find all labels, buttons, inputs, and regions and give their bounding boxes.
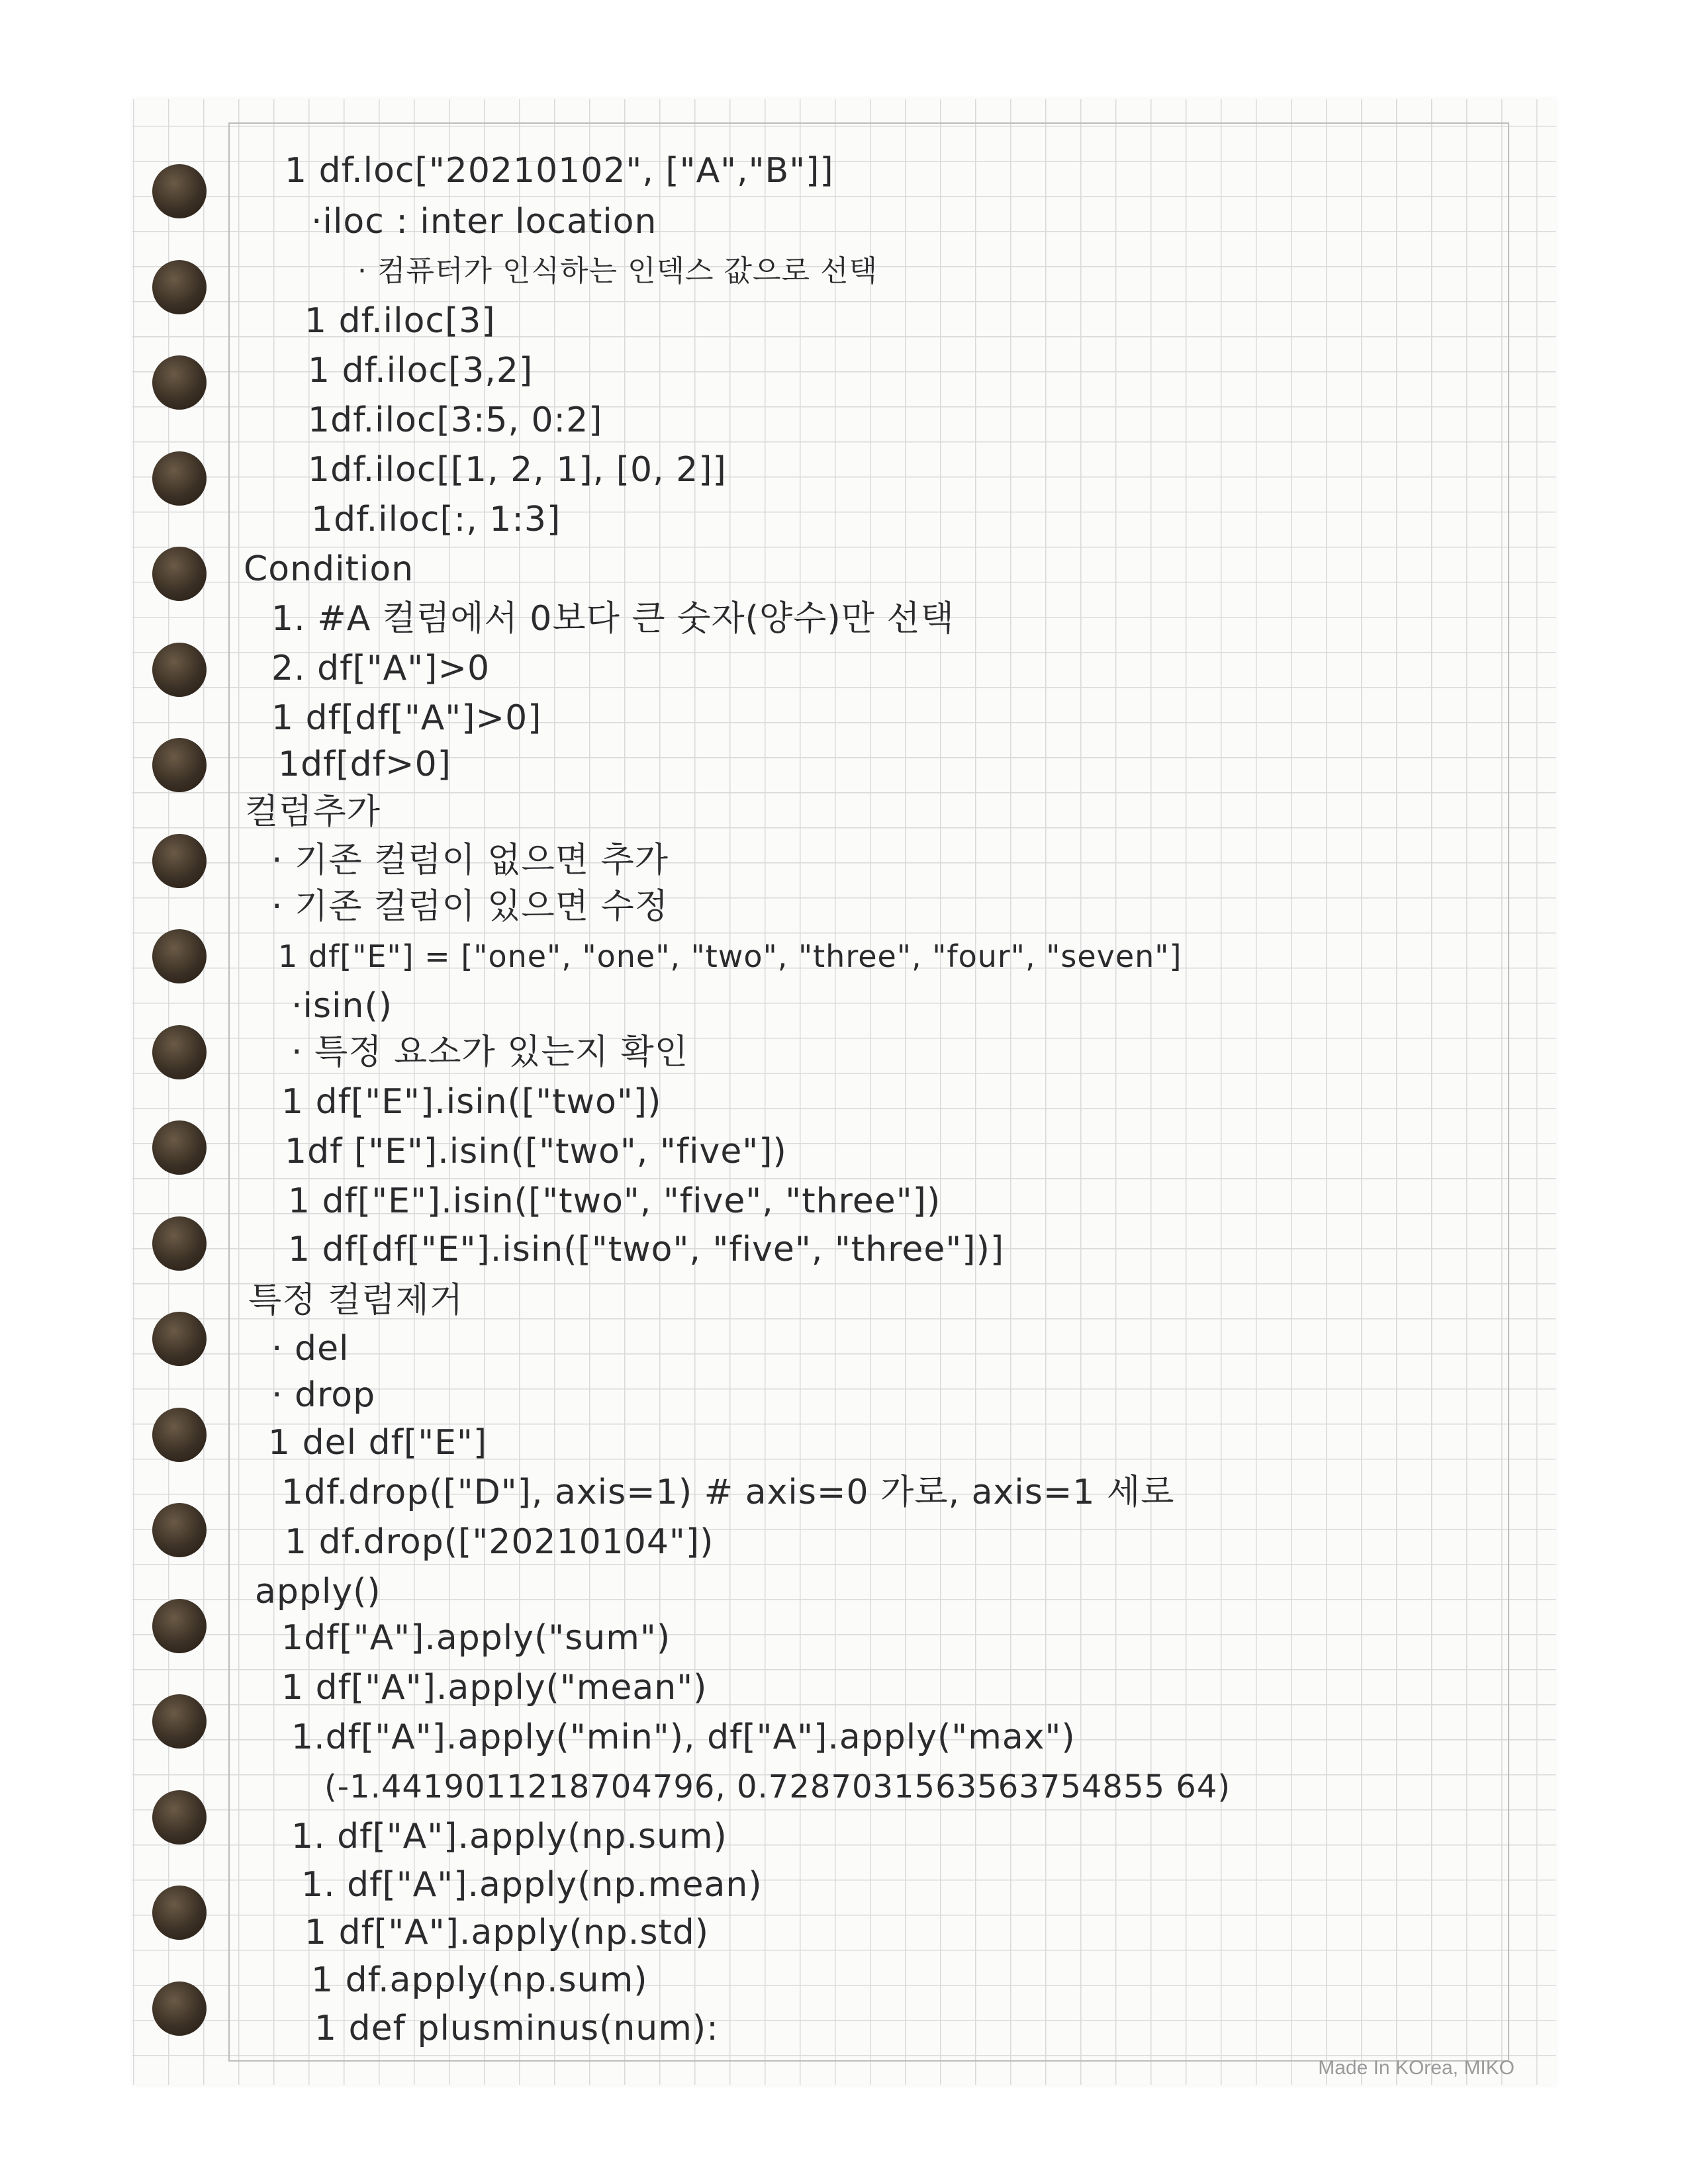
note-line: · drop [271, 1375, 376, 1415]
note-line: 1 df["E"] = ["one", "one", "two", "three", "four", "seven"] [278, 938, 1182, 974]
note-line: 1. #A 컬럼에서 0보다 큰 숫자(양수)만 선택 [271, 599, 955, 639]
note-line: 1 df.loc["20210102", ["A","B"]] [285, 151, 834, 191]
note-line: 1. df["A"].apply(np.sum) [291, 1817, 727, 1856]
note-line: 1 df["E"].isin(["two", "five", "three"]) [288, 1181, 941, 1221]
note-line: 1 def plusminus(num): [314, 2009, 719, 2048]
note-line: · 기존 컬럼이 없으면 추가 [271, 841, 669, 880]
note-line: 1.df["A"].apply("min"), df["A"].apply("max") [291, 1717, 1076, 1757]
note-line: 1 df["E"].isin(["two"]) [281, 1082, 662, 1122]
note-line: 1 df.apply(np.sum) [311, 1960, 648, 2000]
note-line: · 특정 요소가 있는지 확인 [291, 1032, 688, 1072]
note-line: 1 df[df["A"]>0] [271, 698, 542, 738]
note-line: ·iloc : inter location [311, 202, 657, 242]
note-line: · 기존 컬럼이 있으면 수정 [271, 887, 669, 927]
note-line: 1 del df["E"] [268, 1423, 488, 1463]
note-line: 1. df["A"].apply(np.mean) [301, 1865, 763, 1905]
section-heading: 특정 컬럼제거 [248, 1281, 463, 1320]
note-line: · del [271, 1329, 350, 1369]
note-line: 2. df["A"]>0 [271, 649, 491, 688]
note-line: (-1.4419011218704796, 0.7287031563563754855 64) [324, 1768, 1231, 1805]
note-line: 1 df.iloc[3] [305, 301, 496, 341]
note-line: 1df.iloc[3:5, 0:2] [308, 400, 603, 440]
section-heading: Condition [244, 549, 414, 589]
section-heading: apply() [255, 1572, 381, 1612]
note-line: 1df.drop(["D"], axis=1) # axis=0 가로, axis=1 세로 [281, 1473, 1175, 1512]
section-heading: 컬럼추가 [245, 792, 381, 832]
note-line: 1df["A"].apply("sum") [281, 1618, 671, 1658]
note-line: 1 df["A"].apply("mean") [281, 1668, 708, 1707]
brand-footer: Made In KOrea, MIKO [1318, 2057, 1515, 2079]
note-line: ·isin() [291, 986, 393, 1026]
note-line: · 컴퓨터가 인식하는 인덱스 값으로 선택 [357, 254, 878, 288]
note-line: 1df.iloc[[1, 2, 1], [0, 2]] [308, 450, 727, 490]
note-line: 1df[df>0] [278, 745, 451, 784]
note-line: 1 df.iloc[3,2] [308, 351, 534, 390]
note-line: 1 df[df["E"].isin(["two", "five", "three"])] [288, 1230, 1005, 1269]
note-line: 1df ["E"].isin(["two", "five"]) [285, 1132, 787, 1171]
note-line: 1 df["A"].apply(np.std) [305, 1913, 710, 1952]
note-line: 1df.iloc[:, 1:3] [311, 500, 561, 539]
note-line: 1 df.drop(["20210104"]) [285, 1522, 714, 1562]
